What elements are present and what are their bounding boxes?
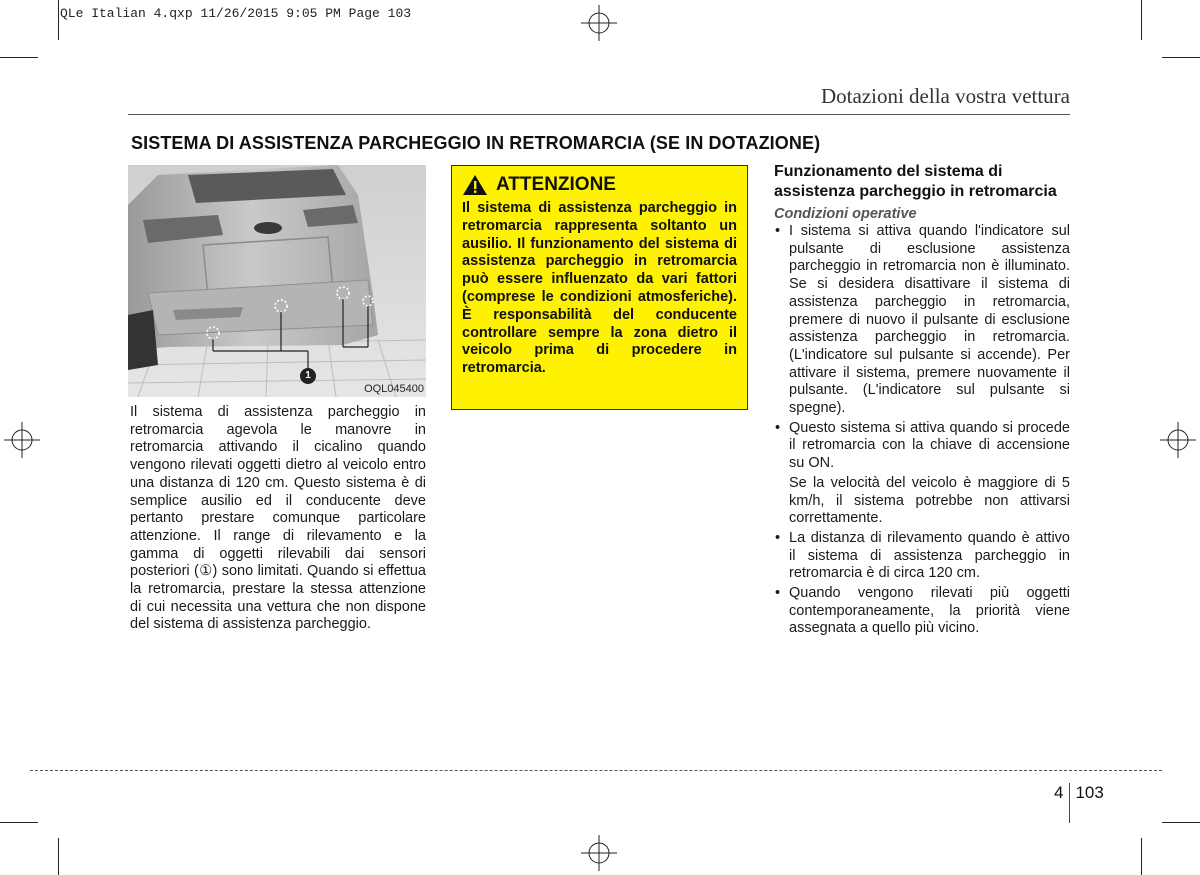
- list-item-text: I sistema si attiva quando l'indicatore sul pulsante di esclusione assistenza parcheggio in retromarcia non è illuminato. Se si desidera disattivare il sistema di assistenza parcheggio in retromarcia, premere di nuovo il pulsante di esclusione assistenza parcheggio in retromarcia. (L'indicatore sul pulsante si accende). Per attivare il sistema, premere nuovamente il pulsante. (L'indicatore sul pulsante si spegne).: [789, 223, 1070, 417]
- crop-mark: [1162, 822, 1200, 823]
- page-number-divider: [1069, 783, 1070, 823]
- page-number: [1054, 773, 1104, 813]
- warning-title: ATTENZIONE: [496, 174, 616, 195]
- footer-rule: [30, 770, 1162, 771]
- warning-box: [451, 165, 748, 410]
- callout-number: 1: [300, 368, 316, 384]
- list-item-text: Quando vengono rilevati più oggetti contemporaneamente, la priorità viene assegnata a quello più vicino.: [789, 585, 1070, 637]
- registration-mark-icon: [1160, 422, 1196, 458]
- registration-mark-icon: [4, 422, 40, 458]
- crop-mark: [58, 0, 59, 40]
- figure-code: OQL045400: [364, 383, 424, 395]
- list-item: [774, 420, 1070, 528]
- warning-triangle-icon: [462, 174, 488, 196]
- print-slug: QLe Italian 4.qxp 11/26/2015 9:05 PM Page 103: [60, 6, 412, 21]
- list-item-text: La distanza di rilevamento quando è attivo il sistema di assistenza parcheggio in retromarcia è di circa 120 cm.: [789, 529, 1070, 582]
- registration-mark-icon: [581, 835, 617, 871]
- page-number-value: 103: [1075, 783, 1104, 802]
- section-title: SISTEMA DI ASSISTENZA PARCHEGGIO IN RETROMARCIA (SE IN DOTAZIONE): [131, 133, 821, 153]
- intro-paragraph: Il sistema di assistenza parcheggio in retromarcia agevola le manovre in retromarcia attivando il cicalino quando vengono rilevati oggetti dietro al veicolo entro una distanza di 120 cm. Questo sistema è di semplice ausilio ed il conducente deve pertanto prestare comunque particolare attenzione. Il range di rilevamento e la gamma di oggetti rilevabili dai sensori posteriori (①) sono limitati. Quando si effettua la retromarcia, prestare la stessa attenzione di cui necessita una vettura che non dispone del sistema di assistenza parcheggio.: [130, 404, 426, 633]
- car-rear-illustration: [128, 165, 426, 397]
- warning-header: [462, 174, 737, 196]
- right-column: [774, 162, 1070, 638]
- header-rule: [128, 114, 1070, 115]
- crop-mark: [0, 822, 38, 823]
- list-item: [774, 585, 1070, 638]
- crop-mark: [0, 57, 38, 58]
- chapter-title: Dotazioni della vostra vettura: [821, 84, 1070, 108]
- conditions-heading: Condizioni operative: [774, 206, 917, 222]
- crop-mark: [58, 838, 59, 875]
- subsection-heading: Funzionamento del sistema di assistenza parcheggio in retromarcia: [774, 163, 1057, 200]
- list-item: [774, 223, 1070, 418]
- list-item-note: Se la velocità del veicolo è maggiore di 5 km/h, il sistema potrebbe non attivarsi correttamente.: [789, 474, 1070, 527]
- list-item: [774, 530, 1070, 583]
- car-rear-figure: [128, 165, 426, 397]
- crop-mark: [1141, 838, 1142, 875]
- crop-mark: [1162, 57, 1200, 58]
- conditions-list: [774, 223, 1070, 638]
- chapter-number: 4: [1054, 783, 1064, 802]
- crop-mark: [1141, 0, 1142, 40]
- list-item-text: Questo sistema si attiva quando si procede il retromarcia con la chiave di accensione su ON.: [789, 419, 1070, 472]
- warning-text: Il sistema di assistenza parcheggio in retromarcia rappresenta soltanto un ausilio. Il funzionamento del sistema di assistenza parcheggio in retromarcia può essere influenzato da vari fattori (comprese le condizioni atmosferiche). È responsabilità del conducente controllare sempre la zona dietro il veicolo prima di procedere in retromarcia.: [462, 200, 737, 377]
- registration-mark-icon: [581, 5, 617, 41]
